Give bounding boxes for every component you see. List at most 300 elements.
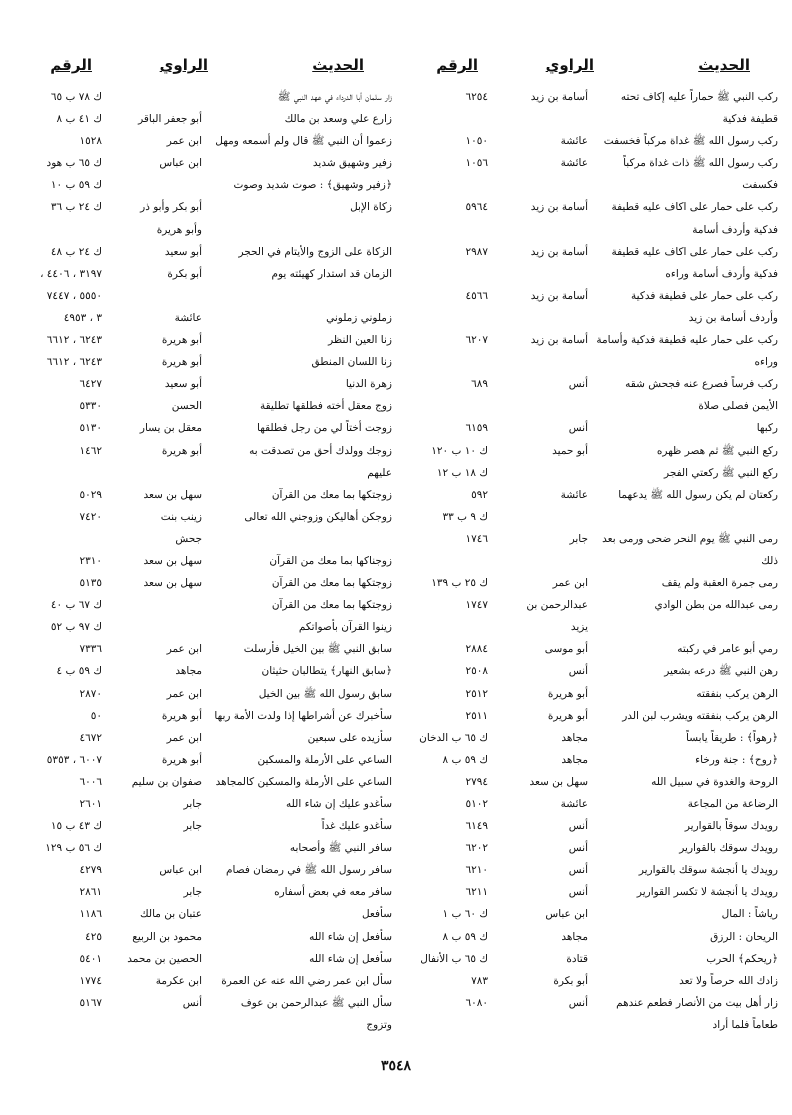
- hadith-text: زنا العين النظر: [328, 334, 392, 347]
- hadith-text: رويدك سوقك بالقوارير: [679, 842, 778, 855]
- reference-number: ٥١٦٧: [79, 996, 102, 1009]
- entry-row: [406, 152, 778, 174]
- hadith-text: زوجت أختاً لي من رجل فطلقها: [257, 422, 392, 435]
- entry-row: [406, 506, 778, 528]
- reference-number: ٦٢٤٣ ، ٦٦١٢: [46, 356, 102, 369]
- hadith-text: الرهن يركب بنفقته: [696, 687, 778, 700]
- reference-number: ك ١٨ ب ١٢: [436, 466, 488, 479]
- reference-number: ٦٤٢٧: [79, 378, 102, 391]
- hadith-text: ﴿روح﴾ : جنة ورخاء: [695, 753, 778, 766]
- entry-row: [20, 484, 392, 506]
- narrator: أسامة بن زيد: [530, 289, 588, 302]
- header-number: الرقم: [436, 56, 478, 74]
- entry-row: [406, 727, 778, 749]
- entry-row: [406, 130, 778, 152]
- narrator: أبو هريرة: [161, 356, 202, 369]
- hadith-text: ركب على حمار على اكاف عليه قطيفة: [611, 201, 778, 214]
- reference-number: ٦٢١٠: [465, 864, 488, 877]
- reference-number: ك ٢٤ ب ٣٦: [50, 201, 102, 214]
- hadith-text: فدكية وأردف أسامة: [692, 223, 778, 236]
- hadith-text: الزكاة على الزوج والأيتام في الحجر: [238, 245, 392, 258]
- reference-number: ١٧٧٤: [79, 974, 102, 987]
- narrator: صفوان بن سليم: [131, 775, 202, 788]
- reference-number: ك ٦٠ ب ١: [442, 908, 488, 921]
- narrator: أنس: [568, 422, 588, 435]
- narrator: أسامة بن زيد: [530, 334, 588, 347]
- narrator: سهل بن سعد: [143, 554, 202, 567]
- entry-row: [20, 705, 392, 727]
- entry-row: [20, 881, 392, 903]
- reference-number: ٢٨٧٠: [79, 687, 102, 700]
- hadith-text: سأل ابن عمر رضي الله عنه عن العمرة: [221, 974, 392, 987]
- reference-number: ٣ ، ٤٩٥٣: [63, 311, 102, 324]
- entry-row: [406, 771, 778, 793]
- header-hadith: الحديث: [698, 56, 750, 74]
- reference-number: ٥٠: [90, 709, 102, 722]
- hadith-text: سأل النبي ﷺ عبدالرحمن بن عوف: [240, 996, 392, 1009]
- entry-row: [20, 771, 392, 793]
- entry-row: [406, 837, 778, 859]
- reference-number: ٦٢١١: [465, 886, 488, 899]
- reference-number: ك ٦٥ ب هود: [46, 157, 102, 170]
- hadith-text: ركب فرساً فصرع عنه فجحش شقه: [625, 378, 778, 391]
- entry-row: [20, 307, 392, 329]
- header-number: الرقم: [50, 56, 92, 74]
- entry-row: [406, 417, 778, 439]
- column-left: [20, 52, 392, 1036]
- reference-number: ١١٨٦: [79, 908, 102, 921]
- hadith-text: زار أهل بيت من الأنصار فطعم عندهم: [616, 996, 778, 1009]
- reference-number: ك ٦٥ ب الدخان: [419, 731, 488, 744]
- reference-number: ٤٢٧٩: [79, 864, 102, 877]
- entry-row: [20, 638, 392, 660]
- hadith-text: زوجكن أهاليكن وزوجني الله تعالى: [244, 510, 392, 523]
- narrator: سهل بن سعد: [529, 775, 588, 788]
- narrator: مجاهد: [175, 665, 202, 678]
- hadith-text: ركب رسول الله ﷺ غداة مركباً فخسفت: [603, 135, 778, 148]
- hadith-text: سأفعل: [361, 908, 392, 921]
- entry-row: [406, 86, 778, 108]
- hadith-text: فكسفت: [742, 179, 778, 192]
- hadith-text: سأزيده على سبعين: [307, 731, 392, 744]
- hadith-text: سافر النبي ﷺ وأصحابه: [289, 842, 392, 855]
- reference-number: ٦٢٥٤: [465, 91, 488, 103]
- narrator: أبو موسى: [544, 643, 588, 656]
- header-hadith: الحديث: [312, 56, 364, 74]
- reference-number: ٥٥٥٠ ، ٧٤٤٧: [46, 289, 102, 302]
- reference-number: ٦١٥٩: [465, 422, 488, 435]
- entry-row: [20, 616, 392, 638]
- reference-number: ٢٧٩٤: [465, 775, 488, 788]
- hadith-text: زوجتكها بما معك من القرآن: [271, 577, 392, 590]
- narrator: أبو جعفر الباقر: [138, 113, 202, 126]
- narrator: أبو هريرة: [161, 444, 202, 457]
- reference-number: ٦٢٠٧: [465, 334, 488, 347]
- entry-row: [406, 196, 778, 218]
- narrator: جحش: [175, 532, 202, 545]
- hadith-text: ركع النبي ﷺ ركعتي الفجر: [664, 466, 778, 479]
- hadith-text: زفير وشهيق شديد: [312, 157, 392, 170]
- reference-number: ٢٨٦١: [79, 886, 102, 899]
- reference-number: ٤٦٧٢: [79, 731, 102, 744]
- narrator: معقل بن يسار: [139, 422, 202, 435]
- hadith-text: رمى النبي ﷺ يوم النحر ضحى ورمى بعد: [602, 532, 778, 545]
- hadith-text: ركب على حمار على اكاف عليه قطيفة: [611, 245, 778, 258]
- narrator: أبو هريرة: [161, 334, 202, 347]
- narrator: أسامة بن زيد: [530, 245, 588, 258]
- hadith-text: ذلك: [761, 554, 778, 567]
- entry-row: [20, 152, 392, 174]
- entry-row: [20, 241, 392, 263]
- narrator: أنس: [568, 886, 588, 899]
- narrator: سهل بن سعد: [143, 577, 202, 590]
- entry-row: [20, 1014, 392, 1036]
- entry-row: [406, 484, 778, 506]
- entry-row: [20, 196, 392, 218]
- narrator: جابر: [183, 820, 202, 833]
- reference-number: ٢٦٠١: [79, 798, 102, 810]
- reference-number: ٤٢٥: [85, 930, 102, 943]
- entry-row: [20, 970, 392, 992]
- narrator: أبو سعيد: [164, 378, 202, 391]
- entry-row: [406, 948, 778, 970]
- reference-number: ١٠٥٠: [465, 135, 488, 148]
- reference-number: ٦٢٤٣ ، ٦٦١٢: [46, 334, 102, 347]
- hadith-text: زهرة الدنيا: [345, 378, 392, 391]
- entry-row: [20, 329, 392, 351]
- entry-row: [406, 660, 778, 682]
- narrator: وأبو هريرة: [156, 223, 202, 236]
- entry-row: [20, 395, 392, 417]
- narrator: أنس: [568, 842, 588, 855]
- reference-number: ك ٦٥ ب الأنفال: [420, 952, 488, 965]
- hadith-text: ﴿رهواً﴾ : طريقاً يابساً: [686, 731, 778, 744]
- entry-row: [406, 881, 778, 903]
- narrator: أنس: [568, 864, 588, 877]
- hadith-text: وأردف أسامة بن زيد: [688, 311, 778, 324]
- entry-row: [406, 683, 778, 705]
- hadith-text: الساعي على الأرملة والمسكين: [257, 753, 392, 766]
- entry-row: [20, 263, 392, 285]
- entry-row: [20, 108, 392, 130]
- narrator: ابن عكرمة: [155, 974, 202, 987]
- hadith-text: سأخبرك عن أشراطها إذا ولدت الأمة ربها: [214, 709, 392, 722]
- entry-list: [406, 86, 778, 1036]
- reference-number: ك ٥٩ ب ٨: [442, 753, 488, 766]
- hadith-text: الرضاعة من المجاعة: [687, 798, 778, 810]
- hadith-text: سافر رسول الله ﷺ في رمضان فصام: [226, 864, 392, 877]
- reference-number: ١٧٤٧: [465, 599, 488, 612]
- narrator: أنس: [182, 996, 202, 1009]
- entry-row: [406, 550, 778, 572]
- entry-row: [406, 373, 778, 395]
- hadith-text: زوجتكها بما معك من القرآن: [271, 488, 392, 501]
- entry-row: [406, 307, 778, 329]
- hadith-text: ﴿ريحكم﴾ الحرب: [706, 952, 778, 965]
- reference-number: ٢٩٨٧: [465, 245, 488, 258]
- hadith-text: زار سلمان أبا الدرداء في عهد النبي ﷺ: [277, 91, 392, 103]
- narrator: ابن عمر: [552, 577, 588, 590]
- narrator: مجاهد: [561, 753, 588, 766]
- reference-number: ك ٩٧ ب ٥٢: [50, 621, 102, 634]
- narrator: أبو بكرة: [167, 267, 202, 280]
- reference-number: ٥١٣٥: [79, 577, 102, 590]
- entry-row: [20, 594, 392, 616]
- hadith-text: ﴿سابق النهار﴾ يتطالبان حثيثان: [261, 665, 392, 678]
- entry-row: [20, 174, 392, 196]
- entry-row: [20, 683, 392, 705]
- narrator: محمود بن الربيع: [132, 930, 202, 943]
- reference-number: ٢٥٠٨: [465, 665, 488, 678]
- header-narrator: الراوي: [545, 56, 594, 74]
- narrator: أسامة بن زيد: [530, 201, 588, 214]
- narrator: عائشة: [560, 488, 588, 501]
- narrator: عائشة: [174, 311, 202, 324]
- column-header: [20, 52, 392, 86]
- hadith-text: ركب النبي ﷺ حماراً عليه إكاف تحته: [620, 91, 778, 103]
- entry-row: [406, 528, 778, 550]
- hadith-text: ركب على حمار على قطيفة فدكية: [631, 289, 778, 302]
- hadith-text: زوجتكها بما معك من القرآن: [271, 599, 392, 612]
- hadith-text: زوجناكها بما معك من القرآن: [269, 554, 392, 567]
- hadith-text: زنا اللسان المنطق: [311, 356, 392, 369]
- reference-number: ك ٩ ب ٣٣: [442, 510, 488, 523]
- entry-row: [406, 174, 778, 196]
- narrator: ابن عمر: [166, 687, 202, 700]
- entry-row: [20, 572, 392, 594]
- entry-row: [406, 351, 778, 373]
- narrator: جابر: [183, 886, 202, 899]
- entry-row: [20, 837, 392, 859]
- hadith-text: الريحان : الرزق: [710, 930, 778, 943]
- hadith-text: الزمان قد استدار كهيئته يوم: [271, 267, 392, 280]
- entry-row: [406, 572, 778, 594]
- entry-row: [20, 86, 392, 108]
- hadith-text: ركبها: [756, 422, 778, 435]
- hadith-text: زوج معقل أخته فطلقها تطليقة: [259, 400, 392, 413]
- entry-row: [406, 793, 778, 815]
- reference-number: ٥١٠٢: [465, 798, 488, 810]
- reference-number: ٥٠٢٩: [79, 488, 102, 501]
- reference-number: ٦١٤٩: [465, 820, 488, 833]
- hadith-text: سابق النبي ﷺ بين الخيل فأرسلت: [243, 643, 392, 656]
- hadith-text: الأيمن فصلى صلاة: [698, 400, 778, 413]
- entry-row: [20, 550, 392, 572]
- entry-row: [20, 373, 392, 395]
- narrator: أبو حميد: [552, 444, 588, 457]
- entry-row: [20, 130, 392, 152]
- hadith-text: رمى عبدالله من بطن الوادي: [654, 599, 778, 612]
- narrator: أسامة بن زيد: [530, 91, 588, 103]
- column-right: [406, 52, 778, 1036]
- hadith-text: الرهن يركب بنفقته ويشرب لبن الدر: [622, 709, 778, 722]
- entry-row: [406, 859, 778, 881]
- entry-row: [406, 970, 778, 992]
- hadith-text: زادك الله حرصاً ولا تعد: [679, 974, 778, 987]
- narrator: عائشة: [560, 798, 588, 810]
- reference-number: ٦٠٠٦: [79, 775, 102, 788]
- hadith-text: الساعي على الأرملة والمسكين كالمجاهد: [215, 775, 392, 788]
- entry-row: [406, 594, 778, 616]
- reference-number: ك ٢٥ ب ١٣٩: [431, 577, 488, 590]
- reference-number: ٥٤٠١: [79, 952, 102, 965]
- page-number: ٣٥٤٨: [380, 1058, 412, 1074]
- entry-row: [20, 660, 392, 682]
- narrator: أنس: [568, 996, 588, 1009]
- hadith-text: وراءه: [754, 356, 778, 369]
- entry-row: [20, 815, 392, 837]
- entry-row: [406, 926, 778, 948]
- reference-number: ٣١٩٧ ، ٤٤٠٦ ،: [40, 267, 102, 280]
- hadith-text: ركعتان لم يكن رسول الله ﷺ يدعهما: [618, 488, 778, 501]
- reference-number: ١٥٢٨: [79, 135, 102, 148]
- reference-number: ٧٤٢٠: [79, 510, 102, 523]
- reference-number: ٥٩٦٤: [465, 201, 488, 214]
- entry-row: [20, 749, 392, 771]
- hadith-text: رويدك يا أنجشة سوقك بالقوارير: [638, 864, 778, 877]
- reference-number: ١٠٥٦: [465, 157, 488, 170]
- entry-row: [406, 992, 778, 1014]
- reference-number: ٧٨٣: [471, 974, 488, 987]
- entry-row: [406, 329, 778, 351]
- narrator: ابن عمر: [166, 643, 202, 656]
- entry-row: [20, 727, 392, 749]
- narrator: أبو بكر وأبو ذر: [140, 201, 202, 214]
- narrator: أبو هريرة: [547, 687, 588, 700]
- narrator: عبدالرحمن بن: [526, 599, 588, 612]
- hadith-text: فدكية وأردف أسامة وراءه: [665, 267, 778, 280]
- hadith-text: زملوني زملوني: [326, 311, 392, 324]
- hadith-text: رويدك يا أنجشة لا تكسر القوارير: [636, 886, 778, 899]
- reference-number: ك ٥٩ ب ٤: [56, 665, 102, 678]
- entry-row: [20, 440, 392, 462]
- hadith-text: ركب على حمار عليه قطيفة فدكية وأسامة: [596, 334, 778, 347]
- narrator: مجاهد: [561, 731, 588, 744]
- narrator: أبو هريرة: [161, 709, 202, 722]
- entry-row: [406, 440, 778, 462]
- entry-row: [20, 926, 392, 948]
- entry-row: [20, 285, 392, 307]
- reference-number: ك ٢٤ ب ٤٨: [50, 245, 102, 258]
- reference-number: ٤٥٦٦: [465, 289, 488, 302]
- hadith-text: زارع علي وسعد بن مالك: [284, 113, 392, 126]
- hadith-text: سأفعل إن شاء الله: [309, 930, 392, 943]
- reference-number: ٢٨٨٤: [465, 643, 488, 656]
- reference-number: ك ١٠ ب ١٢٠: [431, 444, 488, 457]
- narrator: أنس: [568, 378, 588, 391]
- reference-number: ٢٥١١: [465, 709, 488, 722]
- entry-list: [20, 86, 392, 1036]
- hadith-text: سابق رسول الله ﷺ بين الخيل: [258, 687, 392, 700]
- entry-row: [20, 506, 392, 528]
- hadith-text: سأغدو عليك غداً: [321, 820, 392, 833]
- entry-row: [20, 859, 392, 881]
- narrator: أبو هريرة: [161, 753, 202, 766]
- entry-row: [20, 992, 392, 1014]
- hadith-text: ﴿زفير وشهيق﴾ : صوت شديد وصوت: [233, 179, 392, 192]
- reference-number: ٢٣١٠: [79, 554, 102, 567]
- narrator: أنس: [568, 820, 588, 833]
- entry-row: [20, 351, 392, 373]
- entry-row: [406, 285, 778, 307]
- entry-row: [20, 462, 392, 484]
- narrator: عائشة: [560, 135, 588, 148]
- entry-row: [406, 705, 778, 727]
- hadith-text: سأفعل إن شاء الله: [309, 952, 392, 965]
- narrator: عائشة: [560, 157, 588, 170]
- entry-row: [20, 417, 392, 439]
- narrator: أبو هريرة: [547, 709, 588, 722]
- hadith-text: ركع النبي ﷺ ثم هصر ظهره: [656, 444, 778, 457]
- entry-row: [406, 638, 778, 660]
- narrator: ابن عباس: [159, 864, 202, 877]
- hadith-text: رويدك سوقاً بالقوارير: [684, 820, 778, 833]
- hadith-text: طعاماً فلما أراد: [712, 1018, 778, 1031]
- header-narrator: الراوي: [159, 56, 208, 74]
- reference-number: ٧٣٣٦: [79, 643, 102, 656]
- hadith-text: زعموا أن النبي ﷺ قال ولم أسمعه ومهل: [215, 135, 392, 148]
- narrator: مجاهد: [561, 930, 588, 943]
- narrator: يزيد: [570, 621, 588, 634]
- reference-number: ٦٠٠٧ ، ٥٣٥٣: [46, 753, 102, 766]
- entry-row: [406, 241, 778, 263]
- entry-row: [406, 395, 778, 417]
- entry-row: [406, 616, 778, 638]
- reference-number: ٢٥١٢: [465, 687, 488, 700]
- entry-row: [406, 749, 778, 771]
- narrator: أبو سعيد: [164, 245, 202, 258]
- hadith-text: رهن النبي ﷺ درعه بشعير: [664, 665, 778, 678]
- entry-row: [20, 948, 392, 970]
- hadith-text: وتزوج: [366, 1018, 392, 1031]
- narrator: سهل بن سعد: [143, 488, 202, 501]
- reference-number: ١٧٤٦: [465, 532, 488, 545]
- hadith-text: زينوا القرآن بأصواتكم: [298, 621, 392, 634]
- reference-number: ك ٤١ ب ٨: [56, 113, 102, 126]
- entry-row: [406, 1014, 778, 1036]
- hadith-text: سافر معه في بعض أسفاره: [274, 886, 392, 899]
- narrator: أبو بكرة: [553, 974, 588, 987]
- hadith-text: زكاة الإبل: [350, 201, 392, 214]
- reference-number: ٥٣٣٠: [79, 400, 102, 413]
- entry-row: [20, 903, 392, 925]
- entry-row: [406, 903, 778, 925]
- reference-number: ٥٩٢: [471, 488, 488, 501]
- column-header: [406, 52, 778, 86]
- narrator: ابن عمر: [166, 731, 202, 744]
- narrator: قتادة: [566, 952, 588, 965]
- reference-number: ك ٧٨ ب ٦٥: [50, 91, 102, 103]
- hadith-text: رمي أبو عامر في ركبته: [677, 643, 778, 656]
- narrator: أنس: [568, 665, 588, 678]
- reference-number: ك ٦٧ ب ٤٠: [50, 599, 102, 612]
- hadith-text: سأغدو عليك إن شاء الله: [286, 798, 392, 810]
- reference-number: ٥١٣٠: [79, 422, 102, 435]
- hadith-text: عليهم: [367, 466, 392, 479]
- narrator: ابن عمر: [166, 135, 202, 148]
- reference-number: ك ٥٩ ب ١٠: [50, 179, 102, 192]
- entry-row: [406, 108, 778, 130]
- narrator: عتبان بن مالك: [140, 908, 202, 921]
- hadith-text: ركب رسول الله ﷺ ذات غداة مركباً: [623, 157, 778, 170]
- reference-number: ٦٨٩: [471, 378, 488, 391]
- hadith-text: زوجك وولدك أحق من تصدقت به: [249, 444, 392, 457]
- reference-number: ٦٠٨٠: [465, 996, 488, 1009]
- entry-row: [406, 219, 778, 241]
- reference-number: ٦٢٠٢: [465, 842, 488, 855]
- narrator: ابن عباس: [159, 157, 202, 170]
- hadith-text: الروحة والغدوة في سبيل الله: [651, 775, 778, 788]
